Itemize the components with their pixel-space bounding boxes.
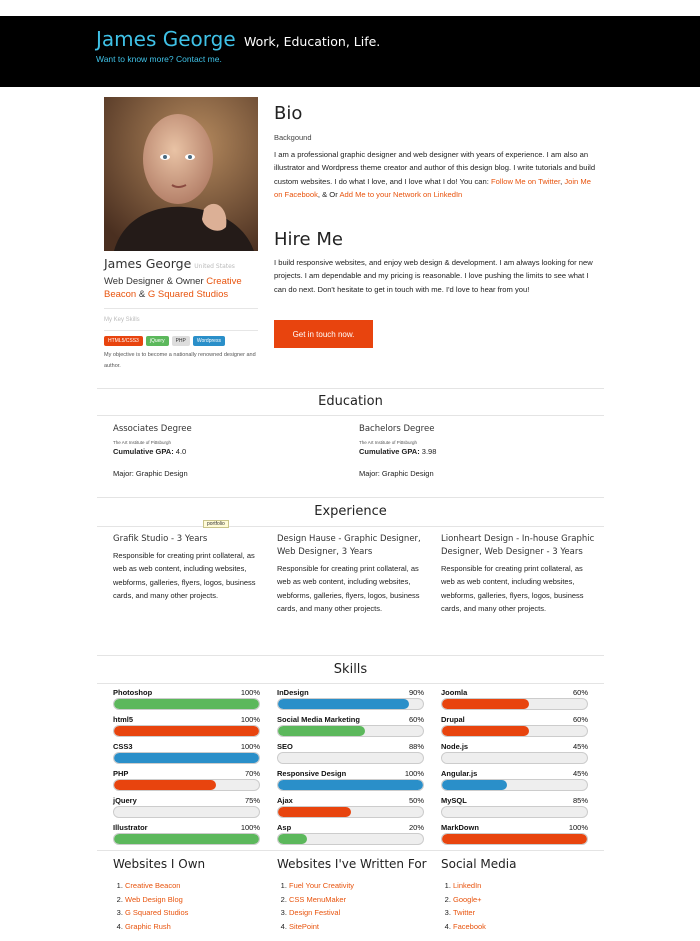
skill-fill xyxy=(114,780,216,790)
skill-track xyxy=(441,806,588,818)
skill-percent: 60% xyxy=(572,715,588,724)
social-media-list xyxy=(441,857,601,933)
list-link[interactable]: Creative Beacon xyxy=(125,881,181,890)
exp-desc: Responsible for creating print collateral, as web as web content, including websites, webforms, galleries, flyers, logos, business cards, and many other projects. xyxy=(277,564,420,614)
list-item xyxy=(453,906,601,920)
skill-bar xyxy=(441,742,588,768)
list-link[interactable]: Design Festival xyxy=(289,908,341,917)
skill-name: PHP xyxy=(113,769,129,778)
edu-degree: Associates Degree xyxy=(113,424,192,434)
skills-heading: Skills xyxy=(333,662,368,677)
skill-track xyxy=(113,779,260,791)
list-link[interactable]: Fuel Your Creativity xyxy=(289,881,355,890)
bio-sep: , xyxy=(560,176,563,186)
list-item xyxy=(453,879,601,893)
skill-name: Node.js xyxy=(441,742,469,751)
skill-name: InDesign xyxy=(277,688,309,697)
skill-track xyxy=(277,725,424,737)
edu-gpa xyxy=(113,447,343,456)
skill-track xyxy=(441,752,588,764)
skill-name: html5 xyxy=(113,715,134,724)
section-divider xyxy=(97,850,604,851)
skill-bar xyxy=(113,742,260,768)
skill-bar xyxy=(441,715,588,741)
skill-fill xyxy=(442,753,507,763)
skill-name: Asp xyxy=(277,823,292,832)
education-item xyxy=(113,424,343,478)
skill-track xyxy=(441,779,588,791)
section-divider xyxy=(97,683,604,684)
skill-bar xyxy=(113,796,260,822)
skill-fill xyxy=(442,726,529,736)
skill-name: jQuery xyxy=(113,796,137,805)
skill-fill xyxy=(442,807,565,817)
skill-percent: 85% xyxy=(572,796,588,805)
gpa-value: 3.98 xyxy=(421,447,437,456)
skill-fill xyxy=(114,699,259,709)
list-title: Websites I've Written For xyxy=(277,857,427,871)
skill-percent: 88% xyxy=(408,742,424,751)
section-divider xyxy=(97,655,604,656)
list-link[interactable]: Graphic Rush xyxy=(125,921,171,931)
edu-major: Major: Graphic Design xyxy=(113,469,188,478)
skill-name: Social Media Marketing xyxy=(277,715,360,724)
skill-track xyxy=(277,806,424,818)
websites-written-list xyxy=(277,857,437,933)
skill-bar xyxy=(441,823,588,849)
tag-html5-css3: HTML5/CSS3 xyxy=(104,336,143,346)
skill-bar xyxy=(277,796,424,822)
skill-track xyxy=(441,725,588,737)
skill-track xyxy=(277,698,424,710)
skill-fill xyxy=(278,753,406,763)
exp-title: Grafik Studio - 3 Years xyxy=(113,534,208,544)
list-link[interactable]: Facebook xyxy=(453,921,486,931)
gpa-label: Cumulative GPA: xyxy=(113,447,174,456)
skill-fill xyxy=(114,753,259,763)
list-item xyxy=(289,893,437,907)
list-item xyxy=(125,879,273,893)
role-amp: & xyxy=(138,289,146,300)
skill-bar xyxy=(113,823,260,849)
skill-bar xyxy=(441,688,588,714)
portfolio-tooltip: portfolio xyxy=(203,520,229,528)
skill-fill xyxy=(114,834,259,844)
list-link[interactable]: CSS MenuMaker xyxy=(289,894,347,904)
role-prefix: Web Designer & Owner xyxy=(104,276,204,287)
skill-percent: 100% xyxy=(240,823,260,832)
list-item xyxy=(289,906,437,920)
skill-track xyxy=(113,833,260,845)
websites-owned-list xyxy=(113,857,273,933)
list-link[interactable]: Google+ xyxy=(453,894,482,904)
skill-bar xyxy=(113,688,260,714)
list-item xyxy=(125,906,273,920)
objective-text: My objective is to become a nationally renowned designer and author. xyxy=(104,352,256,369)
list-link[interactable]: SitePoint xyxy=(289,921,320,931)
profile-location: United States xyxy=(194,263,235,270)
skill-percent: 100% xyxy=(240,715,260,724)
skill-name: Photoshop xyxy=(113,688,153,697)
skill-name: Illustrator xyxy=(113,823,148,832)
skill-track xyxy=(113,698,260,710)
exp-desc: Responsible for creating print collateral, as web as web content, including websites, webforms, galleries, flyers, logos, business cards, and many other projects. xyxy=(113,551,256,601)
skill-fill xyxy=(278,807,351,817)
key-skill-tags xyxy=(104,336,225,346)
bio-sep: , & Or xyxy=(317,190,338,200)
skill-track xyxy=(441,833,588,845)
skill-track xyxy=(277,833,424,845)
skill-bar xyxy=(113,715,260,741)
list-item xyxy=(125,920,273,934)
tag-jquery: jQuery xyxy=(146,336,169,346)
skill-name: Angular.js xyxy=(441,769,478,778)
skill-fill xyxy=(278,780,423,790)
hire-heading: Hire Me xyxy=(274,229,343,250)
site-name[interactable]: James George xyxy=(96,27,236,51)
skill-fill xyxy=(114,726,259,736)
skill-fill xyxy=(278,834,307,844)
skill-name: Joomla xyxy=(441,688,468,697)
skill-track xyxy=(441,698,588,710)
skill-percent: 75% xyxy=(244,796,260,805)
edu-school: The Art Institute of Pittsburgh xyxy=(359,440,418,445)
list-link[interactable]: Web Design Blog xyxy=(125,894,183,904)
list-title: Websites I Own xyxy=(113,857,206,871)
skill-percent: 100% xyxy=(240,742,260,751)
skill-bar xyxy=(277,823,424,849)
creative-beacon-link[interactable]: Creative Beacon xyxy=(104,276,242,300)
skill-bar xyxy=(277,688,424,714)
section-divider xyxy=(97,497,604,498)
profile-photo xyxy=(104,97,258,251)
skill-name: Drupal xyxy=(441,715,465,724)
profile-name-line xyxy=(104,256,235,271)
skill-name: Ajax xyxy=(277,796,293,805)
section-divider xyxy=(97,415,604,416)
experience-item xyxy=(277,533,432,616)
skill-bar xyxy=(441,796,588,822)
site-title xyxy=(96,27,380,51)
gpa-value: 4.0 xyxy=(175,447,187,456)
skill-fill xyxy=(442,699,529,709)
skill-bar xyxy=(277,742,424,768)
skill-bar xyxy=(277,715,424,741)
bio-paragraph xyxy=(274,148,600,202)
tag-wordpress: Wordpress xyxy=(193,336,225,346)
bio-heading: Bio xyxy=(274,103,303,124)
skill-track xyxy=(113,725,260,737)
skill-percent: 70% xyxy=(244,769,260,778)
skill-name: Responsive Design xyxy=(277,769,347,778)
skill-bar xyxy=(113,769,260,795)
list-item xyxy=(453,893,601,907)
skill-track xyxy=(277,752,424,764)
facebook-join-link[interactable]: Join Me on Facebook xyxy=(274,176,591,200)
profile-name: James George xyxy=(104,256,192,271)
bio-subtitle: Backgound xyxy=(274,133,312,142)
skill-fill xyxy=(442,834,587,844)
skill-percent: 45% xyxy=(572,742,588,751)
exp-title: Design Hause - Graphic Designer, Web Designer, 3 Years xyxy=(277,534,421,557)
skill-percent: 60% xyxy=(572,688,588,697)
skill-percent: 50% xyxy=(408,796,424,805)
skill-name: MarkDown xyxy=(441,823,479,832)
skill-track xyxy=(113,752,260,764)
list-item xyxy=(289,920,437,934)
skill-name: CSS3 xyxy=(113,742,133,751)
section-divider xyxy=(97,388,604,389)
skill-track xyxy=(113,806,260,818)
site-tagline: Work, Education, Life. xyxy=(244,34,381,49)
experience-item xyxy=(441,533,596,616)
site-header xyxy=(0,16,700,87)
skill-fill xyxy=(442,780,507,790)
list-title: Social Media xyxy=(441,857,517,871)
linkedin-add-link[interactable]: Add Me to your Network on LinkedIn xyxy=(339,190,463,200)
list-link[interactable]: G Squared Studios xyxy=(125,908,189,917)
skill-fill xyxy=(114,807,223,817)
experience-heading: Experience xyxy=(314,504,387,519)
education-item xyxy=(359,424,589,478)
skill-percent: 100% xyxy=(404,769,424,778)
skill-bar xyxy=(441,769,588,795)
edu-school: The Art Institute of Pittsburgh xyxy=(113,440,172,445)
skill-percent: 60% xyxy=(408,715,424,724)
portrait-photo-icon xyxy=(104,97,258,251)
exp-title: Lionheart Design - In-house Graphic Designer, Web Designer - 3 Years xyxy=(441,534,595,557)
section-divider xyxy=(97,526,604,527)
skill-percent: 100% xyxy=(240,688,260,697)
g-squared-link[interactable]: G Squared Studios xyxy=(147,289,229,300)
tag-php: PHP xyxy=(172,336,190,346)
skill-percent: 20% xyxy=(408,823,424,832)
list-item xyxy=(289,879,437,893)
experience-item xyxy=(113,533,268,603)
edu-major: Major: Graphic Design xyxy=(359,469,434,478)
skill-fill xyxy=(278,726,365,736)
skill-name: MySQL xyxy=(441,796,467,805)
skill-bar xyxy=(277,769,424,795)
sidebar-divider xyxy=(104,330,258,331)
skill-name: SEO xyxy=(277,742,293,751)
sidebar-divider xyxy=(104,308,258,309)
hire-text: I build responsive websites, and enjoy web design & development. I am always looking for new projects. I am dependable and my pricing is reasonable. I love pushing the limits to see what I can do next. Don't hesitate to get in touch with me. I'd love to hear from you! xyxy=(274,258,593,294)
list-link[interactable]: LinkedIn xyxy=(453,881,482,890)
bio-text: I am a professional graphic designer and web designer with years of experience. I am also an illustrator and Wordpress theme creator and author of this design blog. I write tutorials and build custom websites. I do what I love, and I love what I do! You can: xyxy=(274,150,596,186)
skill-fill xyxy=(278,699,409,709)
twitter-follow-link[interactable]: Follow Me on Twitter xyxy=(491,176,561,186)
exp-desc: Responsible for creating print collateral, as web as web content, including websites, webforms, galleries, flyers, logos, business cards, and many other projects. xyxy=(441,564,584,614)
education-heading: Education xyxy=(318,394,383,409)
list-item xyxy=(125,893,273,907)
edu-gpa xyxy=(359,447,589,456)
edu-degree: Bachelors Degree xyxy=(359,424,435,434)
key-skills-label: My Key Skills xyxy=(104,317,140,323)
skill-percent: 90% xyxy=(408,688,424,697)
contact-link[interactable]: Want to know more? Contact me. xyxy=(96,54,222,64)
skill-track xyxy=(277,779,424,791)
profile-role xyxy=(104,275,264,301)
list-item xyxy=(453,920,601,934)
list-link[interactable]: Twitter xyxy=(453,908,476,917)
get-in-touch-button[interactable]: Get in touch now. xyxy=(274,320,373,348)
skill-percent: 45% xyxy=(572,769,588,778)
gpa-label: Cumulative GPA: xyxy=(359,447,420,456)
skill-percent: 100% xyxy=(568,823,588,832)
